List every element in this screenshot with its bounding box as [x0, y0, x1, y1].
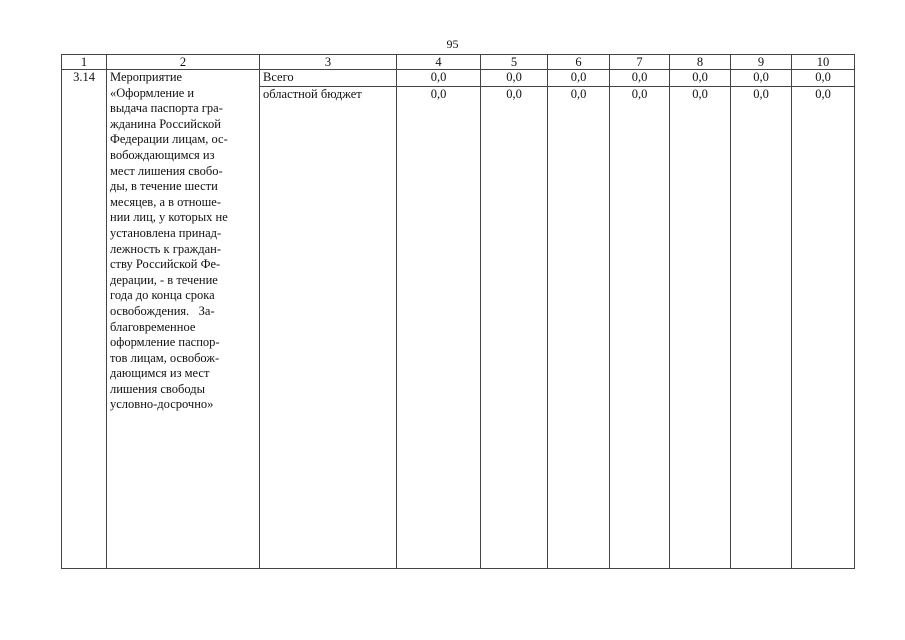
column-header: 7 [610, 55, 670, 70]
description-line: вобождающимся из [110, 147, 215, 162]
description-line: освобождения. За- [110, 303, 215, 318]
value-cell: 0,0 [610, 86, 670, 568]
column-header: 5 [481, 55, 548, 70]
description-line: дающимся из мест [110, 366, 210, 381]
column-header: 2 [107, 55, 260, 70]
item-code: 3.14 [62, 70, 107, 569]
description-line: ству Российской Фе- [110, 257, 221, 272]
description-line: Мероприятие [110, 70, 183, 84]
column-header: 1 [62, 55, 107, 70]
column-header: 9 [731, 55, 792, 70]
value-cell: 0,0 [481, 70, 548, 87]
value-cell: 0,0 [670, 70, 731, 87]
value-cell: 0,0 [397, 86, 481, 568]
budget-table [61, 54, 855, 569]
value-cell: 0,0 [792, 86, 855, 568]
value-cell: 0,0 [670, 86, 731, 568]
description-line: лишения свободы [110, 381, 205, 396]
description-line: тов лицам, освобож- [110, 350, 220, 365]
description-line: Федерации лицам, ос- [110, 132, 228, 147]
description-line: дерации, - в течение [110, 272, 218, 287]
value-cell: 0,0 [548, 86, 610, 568]
value-cell: 0,0 [610, 70, 670, 87]
item-description [107, 70, 260, 569]
description-line: ды, в течение шести [110, 179, 218, 194]
description-line: «Оформление и [110, 85, 195, 100]
value-cell: 0,0 [731, 86, 792, 568]
value-cell: 0,0 [731, 70, 792, 87]
column-header: 6 [548, 55, 610, 70]
column-header: 4 [397, 55, 481, 70]
value-cell: 0,0 [481, 86, 548, 568]
value-cell: 0,0 [792, 70, 855, 87]
description-line: благовременное [110, 319, 196, 334]
value-cell: 0,0 [397, 70, 481, 87]
description-line: месяцев, а в отноше- [110, 194, 221, 209]
description-line: условно-досрочно» [110, 397, 214, 412]
table-row [62, 70, 855, 87]
description-line: лежность к граждан- [110, 241, 222, 256]
column-header: 10 [792, 55, 855, 70]
value-cell: 0,0 [548, 70, 610, 87]
description-line: мест лишения свобо- [110, 163, 223, 178]
description-line: выдача паспорта гра- [110, 101, 223, 116]
description-line: года до конца срока [110, 288, 215, 303]
funding-source: областной бюджет [260, 86, 397, 568]
column-number-row [62, 55, 855, 70]
description-line: жданина Российской [110, 116, 221, 131]
column-header: 3 [260, 55, 397, 70]
funding-source: Всего [260, 70, 397, 87]
description-line: оформление паспор- [110, 335, 220, 350]
page-number: 95 [446, 37, 459, 51]
description-line: нии лиц, у которых не [110, 210, 228, 225]
description-line: установлена принад- [110, 225, 222, 240]
column-header: 8 [670, 55, 731, 70]
